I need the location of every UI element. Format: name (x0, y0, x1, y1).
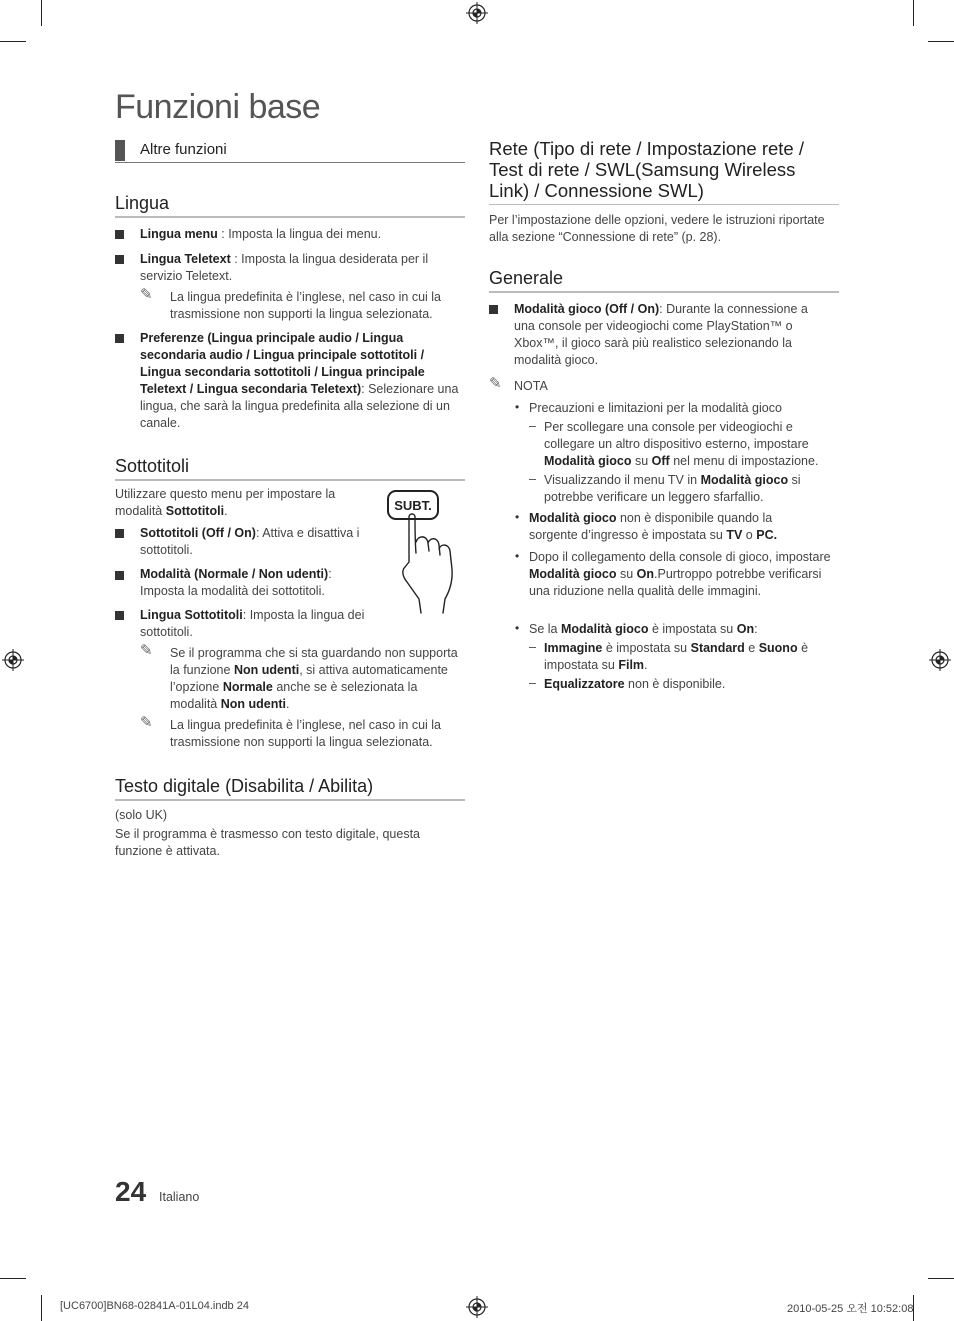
testo-digitale-heading: Testo digitale (Disabilita / Abilita) (115, 776, 465, 801)
precauzioni-detail-2 (544, 472, 834, 506)
solo-uk-text: (solo UK) (115, 808, 168, 822)
crop-mark (928, 1278, 954, 1279)
bullet-dash: – (529, 472, 536, 486)
text-part: su (616, 567, 637, 581)
registration-mark-icon (466, 2, 488, 24)
text-part: non è disponibile. (624, 677, 726, 691)
text-bold: Modalità gioco (560, 622, 649, 636)
text-bold: Immagine (544, 641, 603, 655)
note-bold: Normale (222, 680, 273, 694)
rete-heading: Rete (Tipo di rete / Impostazione rete / Test di rete / SWL(Samsung Wireless Link) / Connessione SWL) (489, 138, 804, 201)
item-text: : Imposta la lingua desiderata per il servizio Teletext. (140, 252, 429, 283)
rete-text: Per l’impostazione delle opzioni, vedere le istruzioni riportate alla sezione “Connessione di rete” (p. 28). (489, 213, 825, 244)
text-bold: On (636, 567, 655, 581)
preferenze-item (140, 330, 462, 432)
sottotitoli-intro (115, 486, 355, 520)
intro-text: Utilizzare questo menu per impostare la modalità (115, 487, 336, 518)
lingua-heading: Lingua (115, 193, 465, 218)
note-bold: Non udenti (233, 663, 300, 677)
text-bold: Modalità gioco (529, 567, 617, 581)
lingua-sottotitoli-item (140, 607, 365, 641)
precauzioni-text: Precauzioni e limitazioni per la modalità gioco (529, 401, 782, 415)
pencil-note-icon: ✎ (489, 375, 502, 392)
lingua-menu-item (140, 226, 465, 243)
hand-pressing-button-icon (385, 487, 467, 615)
item-label: Sottotitoli (Off / On) (140, 526, 256, 540)
bullet-dot: • (515, 510, 520, 524)
text-part: Dopo il collegamento della console di gioco, impostare (529, 550, 831, 564)
item-label: Lingua Sottotitoli (140, 608, 243, 622)
bullet-square (115, 230, 124, 239)
intro-end: . (224, 504, 228, 518)
text-part: Per scollegare una console per videogiochi e collegare un altro dispositivo esterno, impostare (544, 420, 809, 451)
bullet-square (115, 255, 124, 264)
file-info: [UC6700]BN68-02841A-01L04.indb 24 (60, 1300, 249, 1312)
bullet-dash: – (529, 419, 536, 433)
section-tab-header (115, 140, 465, 163)
item-label: Lingua Teletext (140, 252, 231, 266)
nota-label: NOTA (514, 379, 548, 393)
text-part: su (631, 454, 652, 468)
modalita-item (140, 566, 365, 600)
item-text: : Imposta la lingua dei menu. (217, 227, 382, 241)
text-part: è impostata su (648, 622, 737, 636)
text-bold: Equalizzatore (544, 677, 625, 691)
section-tab-label: Altre funzioni (140, 141, 227, 158)
sottotitoli-onoff-item (140, 525, 365, 559)
text-part: : (754, 622, 758, 636)
intro-bold: Sottotitoli (165, 504, 225, 518)
note-part: . (286, 697, 290, 711)
text-bold: Modalità gioco (700, 473, 789, 487)
item-label: Lingua menu (140, 227, 218, 241)
non-disponibile-text (529, 510, 809, 544)
bullet-dot: • (515, 621, 520, 635)
immagine-detail (544, 640, 834, 674)
crop-mark (41, 0, 42, 26)
crop-mark (0, 1278, 26, 1279)
pencil-note-icon: ✎ (140, 642, 153, 659)
testo-digitale-text: Se il programma è trasmesso con testo digitale, questa funzione è attivata. (115, 827, 421, 858)
note-part: anche se è selezionata la modalità (170, 680, 418, 711)
text-bold: On (736, 622, 755, 636)
text-part: . (644, 658, 648, 672)
bullet-square (115, 611, 124, 620)
item-label: Preferenze (Lingua principale audio / Lingua secondaria audio / Lingua principale sottotitoli / Lingua secondaria sottotitoli / Lingua principale Teletext / Lingua secondaria Teletext) (140, 331, 425, 396)
section-tab-bar (115, 140, 125, 161)
text-part: o (742, 528, 757, 542)
print-timestamp: 2010-05-25 오전 10:52:08 (787, 1303, 914, 1315)
bullet-dash: – (529, 640, 536, 654)
text-bold: Modalità gioco (529, 511, 617, 525)
text-part: .Purtroppo potrebbe verificarsi una riduzione nella qualità delle immagini. (529, 567, 822, 598)
item-label: Modalità gioco (Off / On) (514, 302, 660, 316)
registration-mark-icon (929, 649, 951, 671)
bullet-square (115, 334, 124, 343)
se-modalita-text (529, 621, 834, 638)
bullet-dash: – (529, 676, 536, 690)
note-text: La lingua predefinita è l’inglese, nel caso in cui la trasmissione non supporti la lingua selezionata. (170, 718, 442, 749)
registration-mark-icon (466, 1296, 488, 1318)
item-text: : Imposta la modalità dei sottotitoli. (140, 567, 332, 598)
registration-mark-icon (2, 649, 24, 671)
text-part: è impostata su (602, 641, 691, 655)
text-part: Se la (529, 622, 561, 636)
crop-mark (928, 41, 954, 42)
text-part: nel menu di impostazione. (669, 454, 819, 468)
note-part: Se il programma che si sta guardando non supporta la funzione (170, 646, 458, 677)
subt-button-label: SUBT. (394, 498, 432, 513)
rete-underline (489, 204, 839, 205)
dopo-collegamento-text (529, 549, 834, 600)
sottotitoli-heading: Sottotitoli (115, 456, 465, 481)
item-text: : Durante la connessione a una console per videogiochi come PlayStation™ o Xbox™, il gioco sarà più realistico selezionando la modalità gioco. (514, 302, 808, 367)
crop-mark (0, 41, 26, 42)
text-part: si potrebbe verificare un leggero sfarfallio. (544, 473, 801, 504)
pencil-note-icon: ✎ (140, 286, 153, 303)
precauzioni-detail-1 (544, 419, 834, 470)
text-bold: PC. (756, 528, 778, 542)
generale-heading: Generale (489, 268, 839, 293)
note-bold: Non udenti (220, 697, 286, 711)
item-text: : Attiva e disattiva i sottotitoli. (140, 526, 360, 557)
bullet-square (489, 305, 498, 314)
item-label: Modalità (Normale / Non udenti) (140, 567, 329, 581)
text-part: e (744, 641, 759, 655)
modalita-gioco-item (514, 301, 819, 369)
pencil-note-icon: ✎ (140, 714, 153, 731)
equalizzatore-detail (544, 676, 834, 693)
text-bold: Standard (690, 641, 745, 655)
lingua-teletext-item (140, 251, 450, 285)
item-text: : Imposta la lingua dei sottotitoli. (140, 608, 365, 639)
crop-mark (41, 1295, 42, 1321)
page-language: Italiano (159, 1190, 200, 1204)
bullet-square (115, 529, 124, 538)
page-title: Funzioni base (115, 88, 321, 126)
crop-mark (913, 0, 914, 26)
item-text: : Selezionare una lingua, che sarà la lingua predefinita alla selezione di un canale. (140, 382, 459, 430)
bullet-dot: • (515, 400, 520, 414)
text-bold: TV (726, 528, 743, 542)
text-part: Visualizzando il menu TV in (544, 473, 701, 487)
text-bold: Suono (758, 641, 798, 655)
bullet-square (115, 571, 124, 580)
note-part: , si attiva automaticamente l’opzione (170, 663, 448, 694)
bullet-dot: • (515, 549, 520, 563)
text-bold: Off (651, 454, 670, 468)
text-bold: Modalità gioco (544, 454, 632, 468)
text-part: è impostata su (544, 641, 809, 672)
note-text (170, 645, 462, 713)
note-text: La lingua predefinita è l’inglese, nel caso in cui la trasmissione non supporti la lingua selezionata. (170, 290, 442, 321)
text-bold: Film (618, 658, 645, 672)
text-part: non è disponibile quando la sorgente d’ingresso è impostata su (529, 511, 773, 542)
page-number: 24 (115, 1176, 147, 1207)
